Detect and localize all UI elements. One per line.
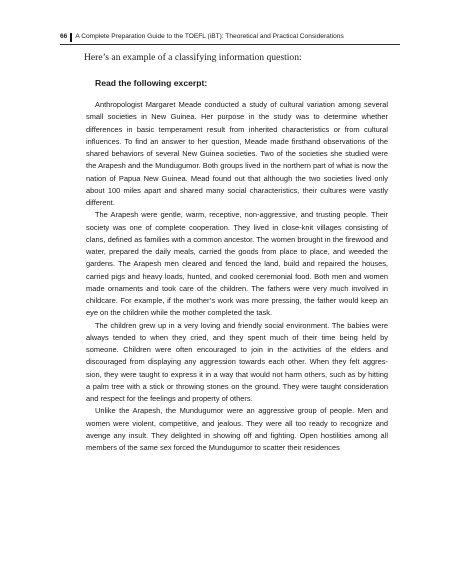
- section-subheading: Read the following excerpt:: [95, 78, 208, 88]
- book-title: A Complete Preparation Guide to the TOEFL (iBT): Theoretical and Practical Considerations: [75, 33, 344, 40]
- page-number: 66: [60, 33, 68, 40]
- excerpt-paragraph: The children grew up in a very loving and friendly social environment. The babies were always tended to when they cried, and they spent much of their time being held by someone. Children were often encouraged to join in the activities of the elders and discouraged from displaying any aggression towards each other. When they felt aggression, they were taught to express it in a way that would not harm others, such as by hitting a palm tree with a stick or throwing stones on the ground. They were taught consideration and respect for the feelings and property of others.: [86, 320, 388, 403]
- excerpt-paragraph: Unlike the Arapesh, the Mundugumor were an aggressive group of people. Men and women were violent, competitive, and jealous. They were all too ready to recognize and avenge any insult. They delighted in showing off and fighting. Open hostilities among all members of the same sex forced the Mundugumor to scatter their residences: [86, 406, 388, 452]
- excerpt-body: [86, 99, 388, 454]
- excerpt-paragraph: The Arapesh were gentle, warm, receptive, non-aggressive, and trusting people. Their society was one of complete cooperation. They lived in close-knit villages consisting of clans, defined as families with a common ancestor. The women brought in the firewood and water, prepared the daily meals, carried the goods from place to place, and weeded the gardens. The Arapesh men cleared and fenced the land, build and repaired the houses, carried pigs and heavy loads, hunted, and cooked ceremonial food. Both men and women made ornaments and took care of the children. The fathers were very much involved in childcare. For example, if the mother’s work was more pressing, the father would keep an eye on the children while the mother completed the task.: [86, 210, 388, 318]
- running-header: [60, 30, 400, 45]
- intro-sentence: Here’s an example of a classifying information question:: [84, 52, 302, 63]
- header-divider: [70, 33, 72, 42]
- excerpt-paragraph: Anthropologist Margaret Meade conducted a study of cultural variation among several small societies in New Guinea. Her purpose in the study was to determine whether differences in basic temperament result from inherited characteristics or from cultural influences. To find an answer to her question, Meade made firsthand observations of the shared behaviors of several New Guinea societies. Two of the societies she studied were the Arapesh and the Mundugumor. Both groups lived in the northern part of what is now the nation of Papua New Guinea. Mead found out that although the two societies lived only about 100 miles apart and shared many social characteristics, their cultures were vastly different.: [86, 100, 388, 207]
